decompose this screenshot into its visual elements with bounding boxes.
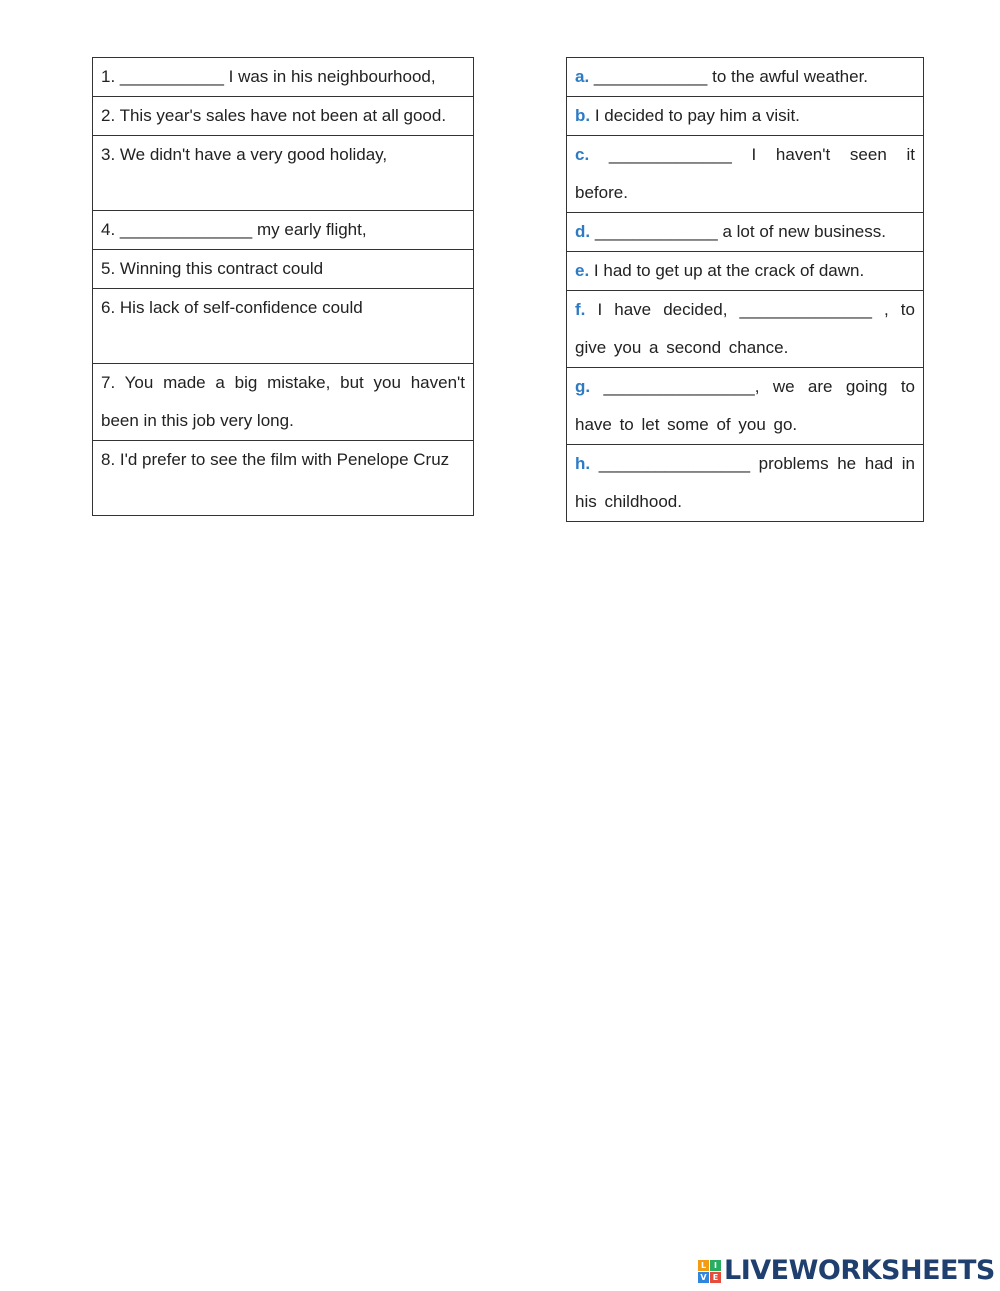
row-text: ________________ problems he had in his childhood. (575, 454, 915, 511)
logo-mark-l: L (698, 1260, 709, 1271)
right-row-e (567, 252, 924, 291)
liveworksheets-logo (698, 1257, 995, 1285)
right-row-g (567, 368, 924, 445)
left-row-4: 4. ______________ my early flight, (93, 211, 474, 250)
row-text: _____________ I haven't seen it before. (575, 145, 915, 202)
sentence-beginnings-table (92, 57, 474, 516)
row-letter: b. (575, 106, 591, 125)
row-text: I had to get up at the crack of dawn. (593, 261, 865, 280)
row-letter: c. (575, 145, 590, 164)
row-text: ____________ to the awful weather. (593, 67, 869, 86)
left-row-1: 1. ___________ I was in his neighbourhood, (93, 58, 474, 97)
right-row-d (567, 213, 924, 252)
row-letter: d. (575, 222, 591, 241)
logo-mark-i: I (710, 1260, 721, 1271)
right-row-a (567, 58, 924, 97)
sentence-endings-table (566, 57, 924, 522)
logo-mark-v: V (698, 1272, 709, 1283)
right-row-c (567, 136, 924, 213)
row-text: I decided to pay him a visit. (594, 106, 800, 125)
row-letter: e. (575, 261, 590, 280)
left-row-2: 2. This year's sales have not been at all good. (93, 97, 474, 136)
right-row-b (567, 97, 924, 136)
right-row-f (567, 291, 924, 368)
left-row-7: 7. You made a big mistake, but you haven't been in this job very long. (93, 364, 474, 441)
logo-text: LIVEWORKSHEETS (724, 1255, 995, 1286)
row-letter: a. (575, 67, 590, 86)
row-text: _____________ a lot of new business. (594, 222, 886, 241)
left-row-6: 6. His lack of self-confidence could (93, 289, 474, 364)
row-letter: h. (575, 454, 591, 473)
row-letter: f. (575, 300, 586, 319)
left-row-5: 5. Winning this contract could (93, 250, 474, 289)
logo-mark-icon (698, 1260, 721, 1283)
right-row-h (567, 445, 924, 522)
left-row-8: 8. I'd prefer to see the film with Penelope Cruz (93, 441, 474, 516)
row-text: I have decided, ______________ , to give you a second chance. (575, 300, 915, 357)
logo-mark-e: E (710, 1272, 721, 1283)
row-letter: g. (575, 377, 591, 396)
row-text: ________________, we are going to have to let some of you go. (575, 377, 915, 434)
left-row-3: 3. We didn't have a very good holiday, (93, 136, 474, 211)
